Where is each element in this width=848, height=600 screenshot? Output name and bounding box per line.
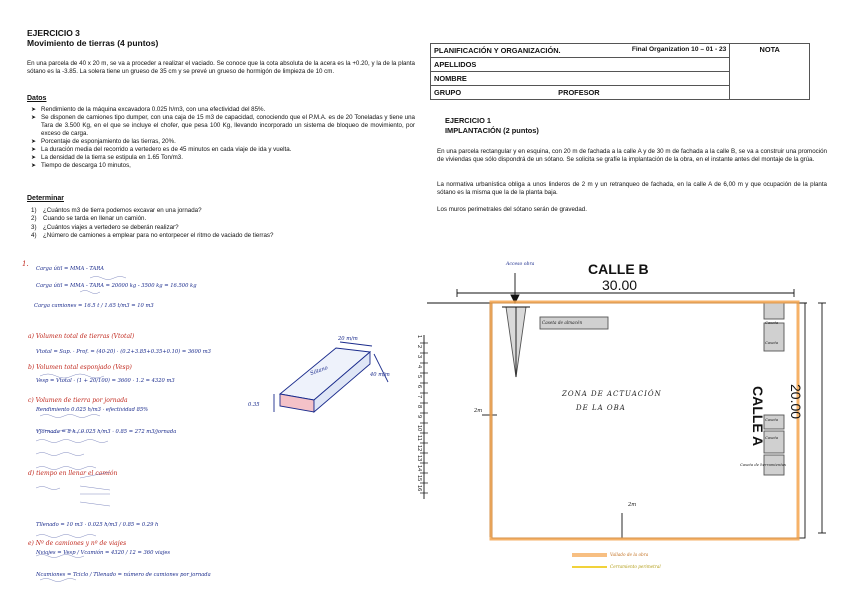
exam-header-title: PLANIFICACIÓN Y ORGANIZACIÓN. Final Organization 10 – 01 - 23	[431, 44, 730, 58]
determinar-heading: Determinar	[27, 195, 64, 202]
handwritten-line: 1.	[22, 260, 29, 268]
ruler-number: 8	[416, 405, 422, 409]
street-b-label: CALLE B	[588, 261, 649, 277]
datos-item: ➤ La duración media del recorrido a vertedero es de 45 minutos en cada viaje de ida y vuelta.	[31, 146, 415, 154]
handwritten-line: Vtotal = Sup. · Prof. = (40·20) · (0.2+3.85+0.35+0.10) = 3600 m3	[36, 349, 211, 355]
street-a-dimension: 20.00	[788, 384, 804, 420]
determinar-item: 1) ¿Cuántos m3 de tierra podemos excavar en una jornada?	[31, 207, 202, 214]
handwritten-line: e) Nº de camiones y nº de viajes	[28, 540, 127, 547]
left-setback-label: 2m	[474, 408, 483, 414]
ruler-number: 7	[416, 395, 422, 399]
ruler-number: 9	[416, 415, 422, 419]
apellidos-cell: APELLIDOS	[431, 58, 730, 72]
caseta-label: Caseta de almacén	[542, 320, 583, 325]
datos-item: ➤ Se disponen de camiones tipo dumper, con una caja de 15 m3 de capacidad, conociendo que el P.M.A. es de 20 Toneladas y tiene una Tara de 3.500 Kg, en el que se incluye el chofer, que pesa 100 Kg, llevando incorporado un sistema de bloqueo de movimiento, por exceso de carga.	[31, 114, 415, 138]
profesor-label: PROFESOR	[558, 88, 600, 97]
handwritten-line: Carga útil = MMA - TARA	[36, 266, 104, 272]
handwritten-line: c) Volumen de tierra por jornada	[28, 397, 128, 404]
handwritten-line: a) Volumen total de tierras (Vtotal)	[28, 333, 135, 340]
sketch-label-small: 0.35	[248, 402, 260, 408]
excavation-sketch	[240, 332, 420, 427]
handwritten-line: d) tiempo en llenar el camión	[28, 470, 118, 477]
caseta-label: Caseta	[765, 340, 779, 345]
datos-item: ➤ Porcentaje de esponjamiento de las tierras, 20%.	[31, 138, 415, 146]
caseta-label: Caseta	[765, 417, 779, 422]
exercise3-subtitle: Movimiento de tierras (4 puntos)	[27, 38, 159, 48]
ruler-number: 3	[416, 355, 422, 359]
ruler-number: 10	[416, 425, 422, 432]
determinar-item: 4) ¿Número de camiones a emplear para no entorpecer el ritmo de vaciado de tierras?	[31, 231, 274, 239]
sketch-label-right: 40 m/m	[370, 372, 390, 378]
handwritten-line: Vesp = Vtotal · (1 + 20/100) = 3600 · 1.2 = 4320 m3	[36, 378, 175, 384]
determinar-list	[31, 207, 415, 240]
datos-item: ➤ La densidad de la tierra se estipula en 1.65 Ton/m3.	[31, 154, 415, 162]
handwritten-line: b) Volumen total esponjado (Vesp)	[28, 364, 132, 371]
ruler-number: 6	[416, 385, 422, 389]
exercise1-subtitle: IMPLANTACIÓN (2 puntos)	[445, 126, 539, 135]
exercise1-para1: En una parcela rectangular y en esquina, con 20 m de fachada a la calle A y de 30 m de fachada a la calle B, se va a construir una promoción de viviendas que sólo dispondrá de un sótano. Se solicita se grafíe la implantación de la obra, en el instante antes del montaje de la grúa.	[437, 148, 827, 163]
ruler-number: 1	[416, 335, 422, 339]
entrance-label: Acceso obra	[506, 262, 535, 267]
exercise3-intro: En una parcela de 40 x 20 m, se va a proceder a realizar el vaciado. Se conoce que la cota absoluta de la acera es la +0.20, y la de la planta sótano es la -3.85. La solera tiene un grueso de 35 cm y se prevé un grueso de hormigón de limpieza de 10 cm.	[27, 60, 415, 75]
ruler-number: 15	[416, 475, 422, 482]
determinar-item: 2) Cuando se tarda en llenar un camión.	[31, 215, 147, 223]
handwritten-line: Ncamiones = Tciclo / Tllenado = número de camiones por jornada	[36, 572, 211, 578]
determinar-item: 3) ¿Cuántos viajes a vertedero se deberán realizar?	[31, 223, 179, 231]
handwritten-line: Carga útil = MMA - TARA = 20000 kg - 3500 kg = 16.500 kg	[36, 283, 197, 289]
ruler-number: 2	[416, 345, 422, 349]
zone-label: DE LA OBA	[576, 404, 626, 412]
handwriting-scribbles	[20, 256, 240, 596]
zone-label: ZONA DE ACTUACIÓN	[562, 390, 662, 398]
exam-header-table	[430, 43, 810, 100]
caseta-label: Caseta de herramientas	[740, 462, 787, 467]
caseta-label: Caseta	[765, 320, 779, 325]
exercise1-para3: Los muros perimetrales del sótano serán de gravedad.	[437, 206, 587, 213]
ruler-number: 5	[416, 375, 422, 379]
datos-heading: Datos	[27, 95, 47, 102]
ruler-number: 12	[416, 445, 422, 452]
bottom-setback-label: 2m	[628, 502, 637, 508]
street-b-dimension: 30.00	[602, 277, 638, 293]
caseta-label: Caseta	[765, 435, 779, 440]
datos-item: ➤ Rendimiento de la máquina excavadora 0.025 h/m3, con una efectividad del 85%.	[31, 106, 415, 114]
legend-fence: Vallado de la obra	[610, 552, 649, 557]
nota-cell: NOTA	[730, 44, 810, 100]
legend-enclosure: Cerramiento perimetral	[610, 564, 661, 569]
grupo-cell: GRUPO PROFESOR	[431, 86, 730, 100]
handwritten-line: Vjornada = 8 h / 0.025 h/m3 · 0.85 = 272 m3/jornada	[36, 429, 177, 435]
ruler-number: 11	[416, 435, 422, 441]
handwritten-line: Nviajes = Vesp / Vcamión = 4320 / 12 = 360 viajes	[36, 550, 171, 556]
sketch-label-mid: Sótano	[309, 365, 329, 377]
sketch-label-top: 20 m/m	[338, 336, 358, 342]
handwritten-line: Rendimiento 0.025 h/m3 · efectividad 85%	[36, 407, 149, 413]
ruler-number: 16	[416, 485, 422, 492]
street-a-label: CALLE A	[750, 386, 766, 447]
datos-item: ➤ Tiempo de descarga 10 minutos,	[31, 162, 415, 170]
exercise1-para2: La normativa urbanística obliga a unos linderos de 2 m y un retranqueo de fachada, en la calle A de 6,00 m y que ocupación de la planta sótano es la misma que la de la planta baja.	[437, 181, 827, 196]
ruler-number: 14	[416, 465, 422, 472]
exercise3-title: EJERCICIO 3	[27, 28, 80, 38]
site-plan	[412, 255, 842, 600]
ruler-scale	[413, 336, 425, 496]
ruler-number: 13	[416, 455, 422, 462]
handwritten-line: Tllenado = 10 m3 · 0.025 h/m3 / 0.85 = 0.29 h	[36, 522, 159, 528]
datos-list	[31, 106, 415, 170]
exercise1-title: EJERCICIO 1	[445, 116, 492, 125]
exam-date: Final Organization 10 – 01 - 23	[631, 46, 727, 53]
ruler-number: 4	[416, 365, 422, 369]
handwritten-line: Carga camiones = 16.5 t / 1.65 t/m3 = 10 m3	[34, 303, 154, 309]
nombre-cell: NOMBRE	[431, 72, 730, 86]
